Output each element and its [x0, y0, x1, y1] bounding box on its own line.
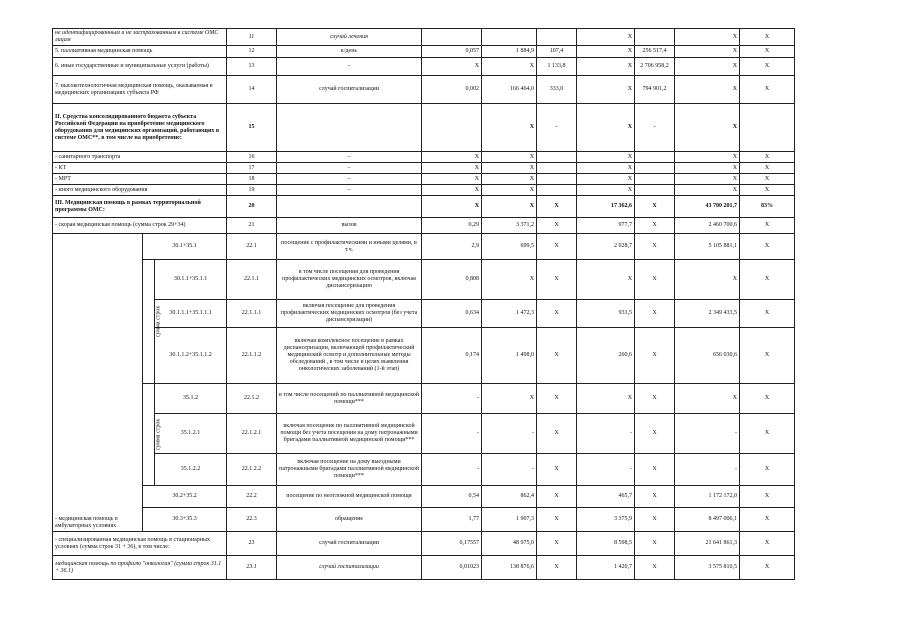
cell-value-7: X — [740, 414, 795, 454]
cell-source-rows: 30.3+35.3 — [143, 508, 227, 532]
cell-value-5: 794 901,2 — [635, 76, 675, 104]
cell-row-number: 22.1.1.1 — [227, 300, 277, 328]
cell-unit: в том числе посещения для проведения профилактических медицинских осмотров, включая диспансеризацию — [277, 260, 422, 300]
cell-value-1: 2,9 — [422, 234, 482, 260]
cell-value-3 — [537, 185, 577, 196]
table-row — [53, 152, 840, 163]
cell-value-2: X — [482, 260, 537, 300]
cell-value-2: X — [482, 58, 537, 76]
cell-value-2: X — [482, 152, 537, 163]
cell-value-5: X — [635, 328, 675, 384]
cell-row-number: 22.1.1 — [227, 260, 277, 300]
cell-row-number: 13 — [227, 58, 277, 76]
cell-row-number: 22.1 — [227, 234, 277, 260]
cell-value-4: X — [577, 185, 635, 196]
cell-unit: посещение с профилактическими и иными целями, в т.ч. — [277, 234, 422, 260]
cell-value-1: - — [422, 454, 482, 486]
cell-value-6: 3 575 810,5 — [675, 556, 740, 580]
cell-value-7: X — [740, 556, 795, 580]
cell-unit: случай госпитализации — [277, 76, 422, 104]
cell-value-5: X — [635, 454, 675, 486]
cell-value-6: X — [675, 29, 740, 46]
cell-source-rows: 30.1.1.2+35.1.1.2 — [155, 328, 227, 384]
cell-value-2: X — [482, 196, 537, 218]
cell-value-2 — [482, 29, 537, 46]
cell-value-3: X — [537, 454, 577, 486]
cell-value-4: X — [577, 260, 635, 300]
cell-value-3: X — [537, 532, 577, 556]
cell-value-3: X — [537, 260, 577, 300]
cell-row-number: 22.1.1.2 — [227, 328, 277, 384]
cell-unit: включая посещение на дому выездными патронажными бригадами паллиативной медицинской помощи*** — [277, 454, 422, 486]
cell-value-2: 1 907,3 — [482, 508, 537, 532]
cell-value-6: 1 172 172,0 — [675, 486, 740, 508]
cell-value-6: X — [675, 185, 740, 196]
cell-indicator-name: 5. паллиативная медицинская помощь — [53, 46, 227, 58]
cell-value-1: 0,01023 — [422, 556, 482, 580]
cell-value-7: X — [740, 29, 795, 46]
cell-unit: обращение — [277, 508, 422, 532]
cell-value-6: 8 497 006,1 — [675, 508, 740, 532]
cell-source-rows: 30.1+35.1 — [143, 234, 227, 260]
table-row — [53, 486, 840, 508]
cell-value-1: - — [422, 414, 482, 454]
cell-value-1 — [422, 104, 482, 152]
cell-indicator-name: медицинская помощь по профилю "онкология" (сумма строк 31.1 + 36.1) — [53, 556, 227, 580]
table-row — [53, 508, 840, 532]
cell-value-6: X — [675, 46, 740, 58]
cell-value-6: X — [675, 58, 740, 76]
cell-value-7: 83% — [740, 196, 795, 218]
cell-value-3: X — [537, 328, 577, 384]
table-row — [53, 328, 840, 384]
cell-value-5: X — [635, 300, 675, 328]
cell-value-1: 0,634 — [422, 300, 482, 328]
cell-row-number: 15 — [227, 104, 277, 152]
cell-value-2: 138 876,6 — [482, 556, 537, 580]
cell-row-number: 16 — [227, 152, 277, 163]
cell-row-number: 22.2 — [227, 486, 277, 508]
cell-value-5: 256 517,4 — [635, 46, 675, 58]
table-row — [53, 185, 840, 196]
cell-value-2: - — [482, 414, 537, 454]
cell-row-number: 19 — [227, 185, 277, 196]
cell-value-7 — [740, 104, 795, 152]
cell-source-rows: 35.1.2.2 — [155, 454, 227, 486]
cell-value-5: X — [635, 508, 675, 532]
cell-value-1: - — [422, 384, 482, 414]
cell-value-6: X — [675, 260, 740, 300]
cell-value-6: X — [675, 174, 740, 185]
cell-row-number: 23.1 — [227, 556, 277, 580]
table-row — [53, 234, 840, 260]
cell-value-4: 977,7 — [577, 218, 635, 234]
cell-unit: посещение по неотложной медицинской помощи — [277, 486, 422, 508]
cell-value-7: X — [740, 508, 795, 532]
cell-unit: к/день — [277, 46, 422, 58]
cell-value-4: X — [577, 384, 635, 414]
cell-value-6: 2 460 700,6 — [675, 218, 740, 234]
cell-value-7: X — [740, 174, 795, 185]
cell-value-2: 862,4 — [482, 486, 537, 508]
table-row — [53, 174, 840, 185]
table-row — [53, 196, 840, 218]
cell-row-number: 22.1.2.2 — [227, 454, 277, 486]
cell-value-1: 0,29 — [422, 218, 482, 234]
cell-value-5: X — [635, 196, 675, 218]
cell-value-2: 48 975,0 — [482, 532, 537, 556]
cell-value-1: 1,77 — [422, 508, 482, 532]
table-row — [53, 29, 840, 46]
cell-row-number: 14 — [227, 76, 277, 104]
cell-value-2: X — [482, 104, 537, 152]
cell-value-7: X — [740, 454, 795, 486]
cell-indicator-name: - КТ — [53, 163, 227, 174]
cell-value-3: X — [537, 556, 577, 580]
cell-value-7: X — [740, 260, 795, 300]
table-row — [53, 532, 840, 556]
cell-value-4: X — [577, 46, 635, 58]
cell-value-5 — [635, 29, 675, 46]
table-row — [53, 46, 840, 58]
cell-indicator-name: II. Средства консолидированного бюджета субъекта Российской Федерации на приобретение медицинского оборудования для медицинских организаций, работающих в системе ОМС**, в том числе на приобретение: — [53, 104, 227, 152]
cell-value-7: X — [740, 58, 795, 76]
cell-value-1: 0,54 — [422, 486, 482, 508]
cell-source-rows: 30.1.1+35.1.1 — [155, 260, 227, 300]
cell-source-rows: 30.1.1.1+35.1.1.1 — [155, 300, 227, 328]
cell-value-4: 1 420,7 — [577, 556, 635, 580]
cell-value-1: 0,808 — [422, 260, 482, 300]
cell-ambulatory-name: - медицинская помощь в амбулаторных условиях — [53, 234, 143, 532]
cell-value-1: 0,17557 — [422, 532, 482, 556]
cell-unit — [277, 104, 422, 152]
cell-value-7: X — [740, 163, 795, 174]
rotated-label-text: сумма строк — [155, 418, 162, 451]
cell-value-7: X — [740, 328, 795, 384]
cell-value-4: 933,5 — [577, 300, 635, 328]
table-row — [53, 104, 840, 152]
cell-value-5: X — [635, 486, 675, 508]
cell-value-3: 1 133,8 — [537, 58, 577, 76]
cell-value-5: X — [635, 218, 675, 234]
cell-value-7: X — [740, 234, 795, 260]
cell-value-7: X — [740, 46, 795, 58]
cell-row-number: 21 — [227, 218, 277, 234]
cell-value-3: 333,0 — [537, 76, 577, 104]
cell-indicator-name: 7. высокотехнологичная медицинская помощь, оказываемая в медицинских организациях субъекта РФ — [53, 76, 227, 104]
cell-value-6: 21 641 861,3 — [675, 532, 740, 556]
cell-value-4: 465,7 — [577, 486, 635, 508]
cell-value-7: X — [740, 384, 795, 414]
cell-value-2: X — [482, 163, 537, 174]
cell-value-3: X — [537, 486, 577, 508]
cell-source-rows: 35.1.2.1 — [155, 414, 227, 454]
cell-source-rows: 30.2+35.2 — [143, 486, 227, 508]
cell-row-number: 22.1.2 — [227, 384, 277, 414]
cell-value-2: 166 464,0 — [482, 76, 537, 104]
cell-unit: – — [277, 174, 422, 185]
table-row — [53, 556, 840, 580]
cell-value-4: X — [577, 163, 635, 174]
cell-value-6: 5 105 881,1 — [675, 234, 740, 260]
cell-value-2: X — [482, 174, 537, 185]
cell-indicator-name: - иного медицинского оборудования — [53, 185, 227, 196]
cell-value-5: X — [635, 384, 675, 414]
table-row — [53, 260, 840, 300]
table-row — [53, 76, 840, 104]
cell-unit: – — [277, 185, 422, 196]
cell-value-3: 107,4 — [537, 46, 577, 58]
cell-value-1: X — [422, 196, 482, 218]
cell-value-1: X — [422, 58, 482, 76]
cell-value-6: X — [675, 152, 740, 163]
cell-unit — [277, 196, 422, 218]
cell-value-6: X — [675, 104, 740, 152]
cell-value-5: X — [635, 532, 675, 556]
cell-value-4: X — [577, 58, 635, 76]
cell-row-number: 11 — [227, 29, 277, 46]
cell-value-2: - — [482, 454, 537, 486]
cell-value-5: - — [635, 104, 675, 152]
cell-unit: случай госпитализации — [277, 532, 422, 556]
cell-value-5 — [635, 163, 675, 174]
cell-indicator-name: не идентифицированным и не застрахованным в системе ОМС лицам — [53, 29, 227, 46]
cell-value-2: 1 472,3 — [482, 300, 537, 328]
cell-value-4: 3 375,9 — [577, 508, 635, 532]
cell-value-6: 656 030,6 — [675, 328, 740, 384]
rotated-label-sum-rows-2 — [143, 384, 162, 486]
cell-value-3 — [537, 152, 577, 163]
cell-row-number: 17 — [227, 163, 277, 174]
table-row — [53, 218, 840, 234]
cell-source-rows: 35.1.2 — [155, 384, 227, 414]
cell-unit: – — [277, 163, 422, 174]
cell-row-number: 22.3 — [227, 508, 277, 532]
cell-value-4: X — [577, 152, 635, 163]
cell-value-3 — [537, 29, 577, 46]
cell-value-3: X — [537, 508, 577, 532]
program-cost-table — [52, 28, 840, 580]
cell-value-5 — [635, 152, 675, 163]
cell-row-number: 12 — [227, 46, 277, 58]
cell-indicator-name: - МРТ — [53, 174, 227, 185]
cell-unit: включая комплексное посещение в рамках диспансеризации, включающей профилактический медицинский осмотр и дополнительные методы обследований , в том числе в целях выявления онкологических заболеваний (1-й этап) — [277, 328, 422, 384]
cell-value-4: 260,6 — [577, 328, 635, 384]
cell-value-7: X — [740, 532, 795, 556]
table-row — [53, 414, 840, 454]
cell-value-2: X — [482, 384, 537, 414]
cell-unit: – — [277, 152, 422, 163]
cell-value-3: - — [537, 104, 577, 152]
cell-value-1: X — [422, 174, 482, 185]
cell-value-7: X — [740, 218, 795, 234]
cell-value-7: X — [740, 486, 795, 508]
cell-value-4: X — [577, 76, 635, 104]
cell-unit: вызов — [277, 218, 422, 234]
cell-value-1 — [422, 29, 482, 46]
cell-value-1: 0,057 — [422, 46, 482, 58]
cell-value-3: X — [537, 384, 577, 414]
cell-value-3 — [537, 163, 577, 174]
cell-value-7: X — [740, 300, 795, 328]
cell-value-2: 1 498,0 — [482, 328, 537, 384]
cell-value-5: X — [635, 260, 675, 300]
cell-value-6: 2 349 433,5 — [675, 300, 740, 328]
cell-value-6: - — [675, 454, 740, 486]
cell-value-6: 43 700 201,7 — [675, 196, 740, 218]
cell-value-6: - — [675, 414, 740, 454]
cell-row-number: 23 — [227, 532, 277, 556]
cell-unit: случай госпитализации — [277, 556, 422, 580]
cell-value-3: X — [537, 234, 577, 260]
cell-unit: в том числе посещений по паллиативной медицинской помощи*** — [277, 384, 422, 414]
cell-value-4: - — [577, 414, 635, 454]
cell-value-7: X — [740, 152, 795, 163]
cell-indicator-name: - санитарного транспорта — [53, 152, 227, 163]
cell-value-5 — [635, 185, 675, 196]
rotated-label-text: сумма строк — [155, 305, 162, 338]
cell-value-3: X — [537, 218, 577, 234]
cell-value-2: X — [482, 185, 537, 196]
cell-unit: включая посещение для проведения профилактических медицинских осмотров (без учета диспансеризации) — [277, 300, 422, 328]
cell-value-6: X — [675, 76, 740, 104]
cell-value-7: X — [740, 185, 795, 196]
cell-value-7: X — [740, 76, 795, 104]
cell-unit: – — [277, 58, 422, 76]
cell-value-1: 0,002 — [422, 76, 482, 104]
cell-value-3: X — [537, 414, 577, 454]
cell-row-number: 22.1.2.1 — [227, 414, 277, 454]
rotated-label-sum-rows-1 — [143, 260, 162, 384]
cell-value-5: X — [635, 556, 675, 580]
cell-row-number: 20 — [227, 196, 277, 218]
cell-value-5 — [635, 174, 675, 185]
table-row — [53, 300, 840, 328]
cell-indicator-name: - скорая медицинская помощь (сумма строк 29+34) — [53, 218, 227, 234]
cell-value-5: 2 706 958,2 — [635, 58, 675, 76]
cell-value-5: X — [635, 234, 675, 260]
cell-row-number: 18 — [227, 174, 277, 185]
cell-value-4: X — [577, 29, 635, 46]
cell-value-1: X — [422, 163, 482, 174]
cell-value-4: - — [577, 454, 635, 486]
table-row — [53, 454, 840, 486]
table-row — [53, 58, 840, 76]
table-row — [53, 384, 840, 414]
table-row — [53, 163, 840, 174]
cell-value-1: 0,174 — [422, 328, 482, 384]
cell-value-6: X — [675, 384, 740, 414]
cell-value-4: 2 028,7 — [577, 234, 635, 260]
cell-value-1: X — [422, 152, 482, 163]
cell-value-4: 8 598,5 — [577, 532, 635, 556]
cell-indicator-name: - специализированная медицинская помощь в стационарных условиях (сумма строк 31 + 36), в том числе: — [53, 532, 227, 556]
cell-value-4: X — [577, 174, 635, 185]
cell-value-3 — [537, 174, 577, 185]
cell-value-5: X — [635, 414, 675, 454]
cell-value-2: 1 884,9 — [482, 46, 537, 58]
cell-value-1: X — [422, 185, 482, 196]
cell-indicator-name: III. Медицинская помощь в рамках территориальной программы ОМС: — [53, 196, 227, 218]
tariff-table-page — [52, 28, 839, 580]
cell-value-2: 3 371,2 — [482, 218, 537, 234]
cell-unit: включая посещение по паллиативной медицинской помощи без учета посещения на дому патронажными бригадами паллиативной медицинской помощи*** — [277, 414, 422, 454]
cell-value-2: 699,5 — [482, 234, 537, 260]
cell-unit: случай лечения — [277, 29, 422, 46]
cell-value-3: X — [537, 196, 577, 218]
cell-indicator-name: 6. иные государственные и муниципальные услуги (работы) — [53, 58, 227, 76]
cell-value-3: X — [537, 300, 577, 328]
cell-value-4: 17 362,6 — [577, 196, 635, 218]
cell-value-6: X — [675, 163, 740, 174]
cell-value-4: X — [577, 104, 635, 152]
